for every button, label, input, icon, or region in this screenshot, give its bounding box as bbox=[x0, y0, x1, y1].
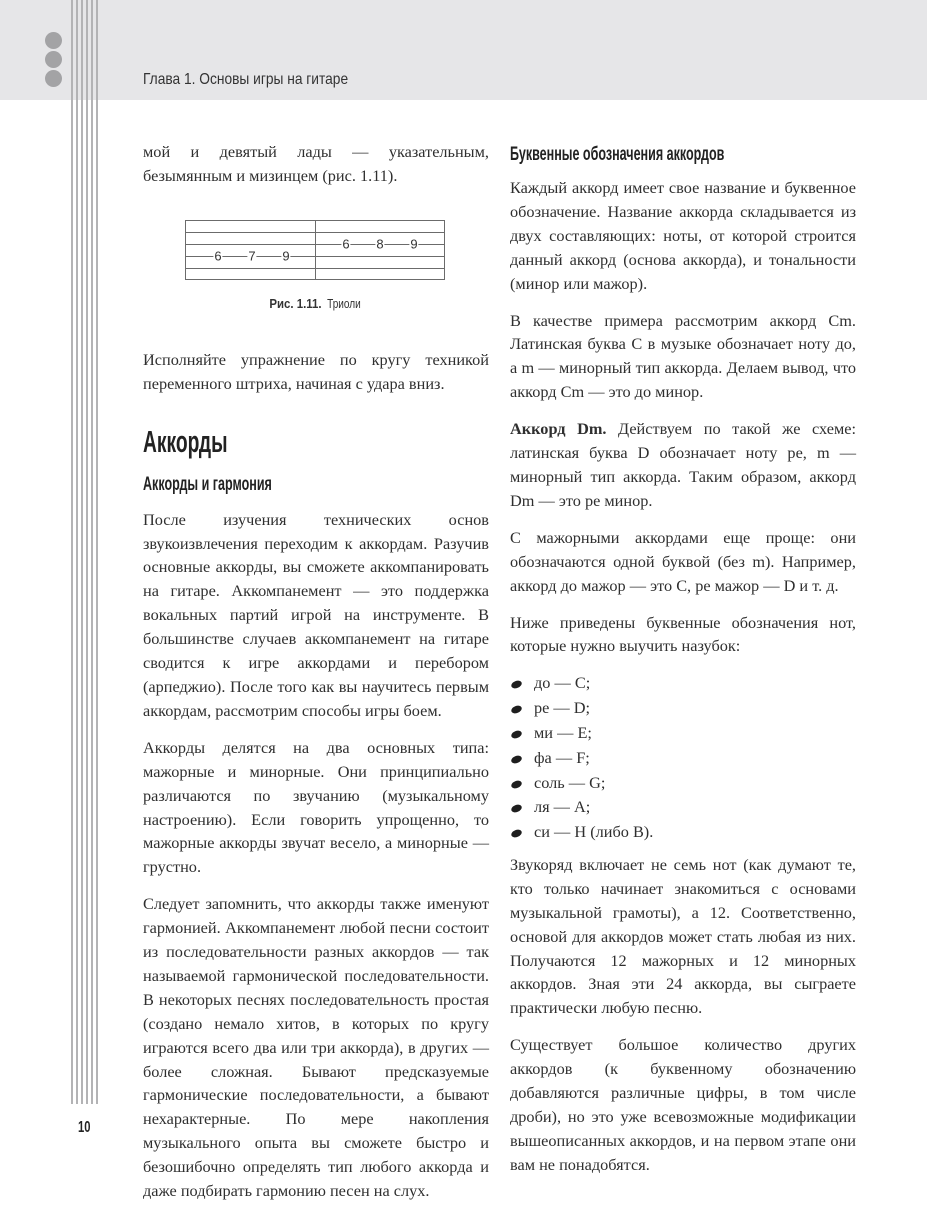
paragraph: После изучения технических основ звукоизвлечения переходим к аккордам. Разучив основные аккорды, вы сможете аккомпанировать на гитаре. Аккомпанемент — это поддержка вокальных партий игрой на инструменте. В большинстве случаев аккомпанемент на гитаре сводится к игре аккордами и перебором (арпеджио). После того как вы научитесь первым аккордам, рассмотрим способы игры боем. bbox=[143, 509, 489, 720]
paragraph: Следует запомнить, что аккорды также именуют гармонией. Аккомпанемент любой песни состоит из последовательности разных аккордов — так называемой гармонической последовательности. В некоторых песнях последовательность простая (создано немало хитов, в которых по кругу играются всего два или три аккорда), в других — более сложная. Бывают предсказуемые гармонические последовательности, а бывают нехарактерные. По мере накопления музыкального опыта вы сможете быстро и безошибочно определять тип любого аккорда и даже подбирать гармонию песен на слух. bbox=[143, 894, 489, 1201]
list-item: ля — A; bbox=[510, 795, 856, 820]
note-bullet-icon bbox=[510, 704, 523, 715]
note-bullet-icon bbox=[510, 803, 523, 814]
figure-tablature bbox=[143, 198, 489, 348]
paragraph bbox=[510, 417, 856, 513]
list-item: ми — E; bbox=[510, 721, 856, 746]
tab-fret-number: 6 bbox=[342, 236, 350, 252]
tablature-staff bbox=[185, 220, 445, 280]
tab-fret-number: 9 bbox=[282, 248, 290, 264]
subsection-heading-text: Аккорды и гармония bbox=[143, 473, 272, 495]
list-item: до — C; bbox=[510, 671, 856, 696]
subsection-heading bbox=[510, 140, 856, 176]
tab-fret-number: 6 bbox=[214, 248, 222, 264]
paragraph: Звукоряд включает не семь нот (как думают те, кто только начинает знакомиться с основами музыкальной грамоты), а 12. Соответственно, основой для аккордов может стать любая из них. Получаются 12 мажорных и 12 минорных аккордов. Зная эти 24 аккорда, вы сыграете практически любую песню. bbox=[510, 854, 856, 1018]
paragraph: Аккорды делятся на два основных типа: мажорные и минорные. Они принципиально различаются по звучанию (музыкальному настроению). Если говорить упрощенно, то мажорные аккорды звучат весело, а минорные — грустно. bbox=[143, 737, 489, 877]
figure-caption-text: Триоли bbox=[326, 295, 361, 311]
paragraph-lead: Аккорд Dm. bbox=[510, 419, 607, 439]
note-bullet-icon bbox=[510, 754, 523, 765]
section-heading-text: Аккорды bbox=[143, 423, 228, 459]
list-item: ре — D; bbox=[510, 696, 856, 721]
running-header-chapter-title: Глава 1. Основы игры на гитаре bbox=[143, 71, 349, 88]
note-bullet-icon bbox=[510, 729, 523, 740]
note-bullet-icon bbox=[510, 680, 523, 691]
figure-caption-label: Рис. 1.11. bbox=[269, 295, 322, 311]
tab-fret-number: 8 bbox=[376, 236, 384, 252]
decor-circle-icon bbox=[45, 32, 62, 49]
guitar-strings-decoration bbox=[70, 0, 100, 1104]
paragraph: Существует большое количество других аккордов (к буквенному обозначению добавляются различные цифры, в том числе дроби), но это уже всевозможные модификации вышеописанных аккордов, и на первом этапе они вам не понадобятся. bbox=[510, 1035, 856, 1174]
paragraph: Ниже приведены буквенные обозначения нот, которые нужно выучить назубок: bbox=[510, 612, 856, 656]
tab-fret-number: 7 bbox=[248, 248, 256, 264]
paragraph: Исполняйте упражнение по кругу техникой переменного штриха, начиная с удара вниз. bbox=[143, 349, 489, 393]
paragraph-body: Действуем по такой же схеме: латинская буква D обозначает ноту ре, m — минорный тип аккорда. Таким образом, аккорд Dm — это ре минор. bbox=[510, 419, 857, 510]
subsection-heading-text: Буквенные обозначения аккордов bbox=[510, 144, 725, 165]
paragraph: Каждый аккорд имеет свое название и буквенное обозначение. Название аккорда складывается из двух составляющих: ноты, от которой строится данный аккорд (основа аккорда), и тональности (минор или мажор). bbox=[510, 178, 856, 293]
figure-caption bbox=[143, 296, 489, 311]
list-item: си — H (либо B). bbox=[510, 820, 856, 845]
decor-circle-icon bbox=[45, 51, 62, 68]
note-bullet-icon bbox=[510, 828, 523, 839]
subsection-heading bbox=[143, 470, 489, 508]
list-item: фа — F; bbox=[510, 746, 856, 771]
decor-circle-icon bbox=[45, 70, 62, 87]
paragraph: С мажорными аккордами еще проще: они обозначаются одной буквой (без m). Например, аккорд до мажор — это C, ре мажор — D и т. д. bbox=[510, 527, 856, 595]
tab-fret-number: 9 bbox=[410, 236, 418, 252]
right-column bbox=[510, 140, 856, 1190]
paragraph: мой и девятый лады — указательным, безымянным и мизинцем (рис. 1.11). bbox=[143, 142, 489, 185]
note-bullet-icon bbox=[510, 779, 523, 790]
note-letters-list bbox=[510, 671, 856, 845]
section-heading bbox=[143, 414, 489, 470]
left-column bbox=[143, 140, 489, 1216]
list-item: соль — G; bbox=[510, 771, 856, 796]
header-band bbox=[0, 0, 927, 100]
paragraph: В качестве примера рассмотрим аккорд Cm. Латинская буква C в музыке обозначает ноту до, а m — минорный тип аккорда. Делаем вывод, что аккорд Cm — это до минор. bbox=[510, 310, 856, 402]
page-number: 10 bbox=[78, 1119, 91, 1136]
